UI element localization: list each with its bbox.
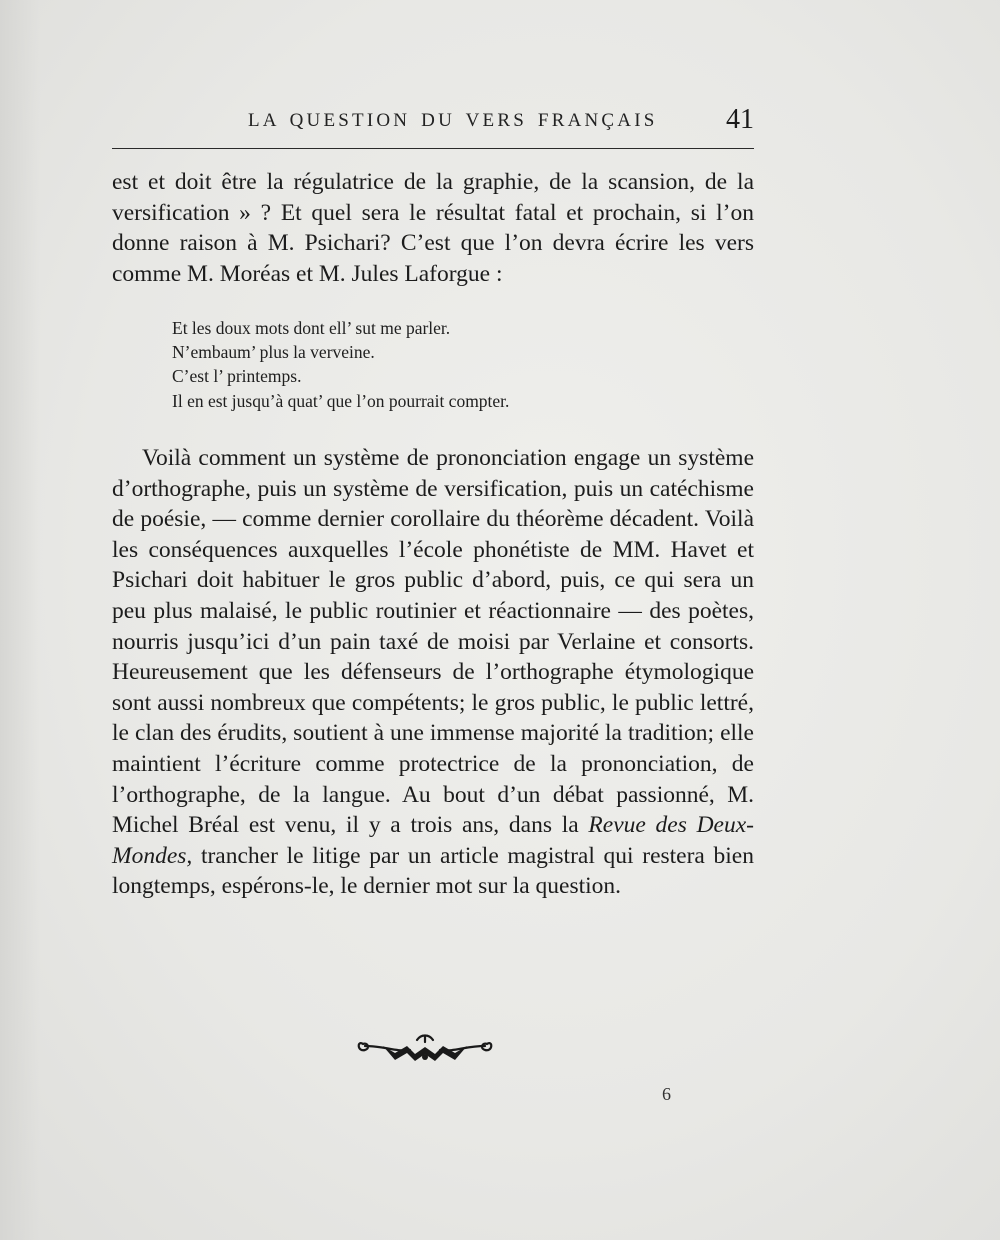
paragraph-2-text-end: trancher le litige par un article magistral qui restera bien longtemps, espérons-le, le dernier mot sur la question. bbox=[112, 842, 754, 900]
verse-line: C’est l’ printemps. bbox=[172, 366, 302, 387]
paragraph-2 bbox=[112, 443, 754, 902]
verse-quotation bbox=[172, 316, 732, 413]
verse-line: Il en est jusqu’à quat’ que l’on pourrait compter. bbox=[172, 390, 510, 411]
running-title: LA QUESTION DU VERS FRANÇAIS bbox=[248, 110, 658, 131]
page-header bbox=[112, 104, 754, 142]
fleuron-ornament-icon bbox=[355, 1030, 495, 1070]
page-number: 41 bbox=[726, 104, 754, 135]
verse-line: Et les doux mots dont ell’ sut me parler. bbox=[172, 318, 451, 338]
header-rule bbox=[112, 148, 754, 149]
page-edge-shadow bbox=[0, 0, 40, 1240]
signature-mark: 6 bbox=[662, 1084, 671, 1104]
paragraph-1: est et doit être la régulatrice de la graphie, de la scansion, de la versification » ? Et quel sera le résultat fatal et prochain, si l’on donne raison à M. Psichari? C’est que l’on devra écrire les vers comme M. Moréas et M. Jules Laforgue : bbox=[112, 169, 754, 287]
verse-line: N’embaum’ plus la verveine. bbox=[172, 342, 375, 363]
paragraph-2-text: Voilà comment un système de prononciation engage un système d’orthographe, puis un système de versification, puis un catéchisme de poésie, — comme dernier corollaire du théorème décadent. Voilà les conséquences auxquelles l’école phonétiste de MM. Havet et Psichari doit habituer le gros public d’abord, puis, ce qui sera un peu plus malaisé, le public routinier et réactionnaire — des poètes, nourris jusqu’ici d’un pain taxé de moisi par Verlaine et consorts. Heureusement que les défenseurs de l’orthographe étymologique sont aussi nombreux que compétents; le gros public, le public lettré, le clan des érudits, soutient à une immense majorité la tradition; elle maintient l’écriture comme protectrice de la prononciation, de l’orthographe, de la langue. Au bout d’un débat passionné, M. Michel Bréal est venu, il y a trois ans, dans la bbox=[112, 445, 754, 839]
journal-title: Revue des Deux-Mondes, bbox=[112, 812, 754, 869]
